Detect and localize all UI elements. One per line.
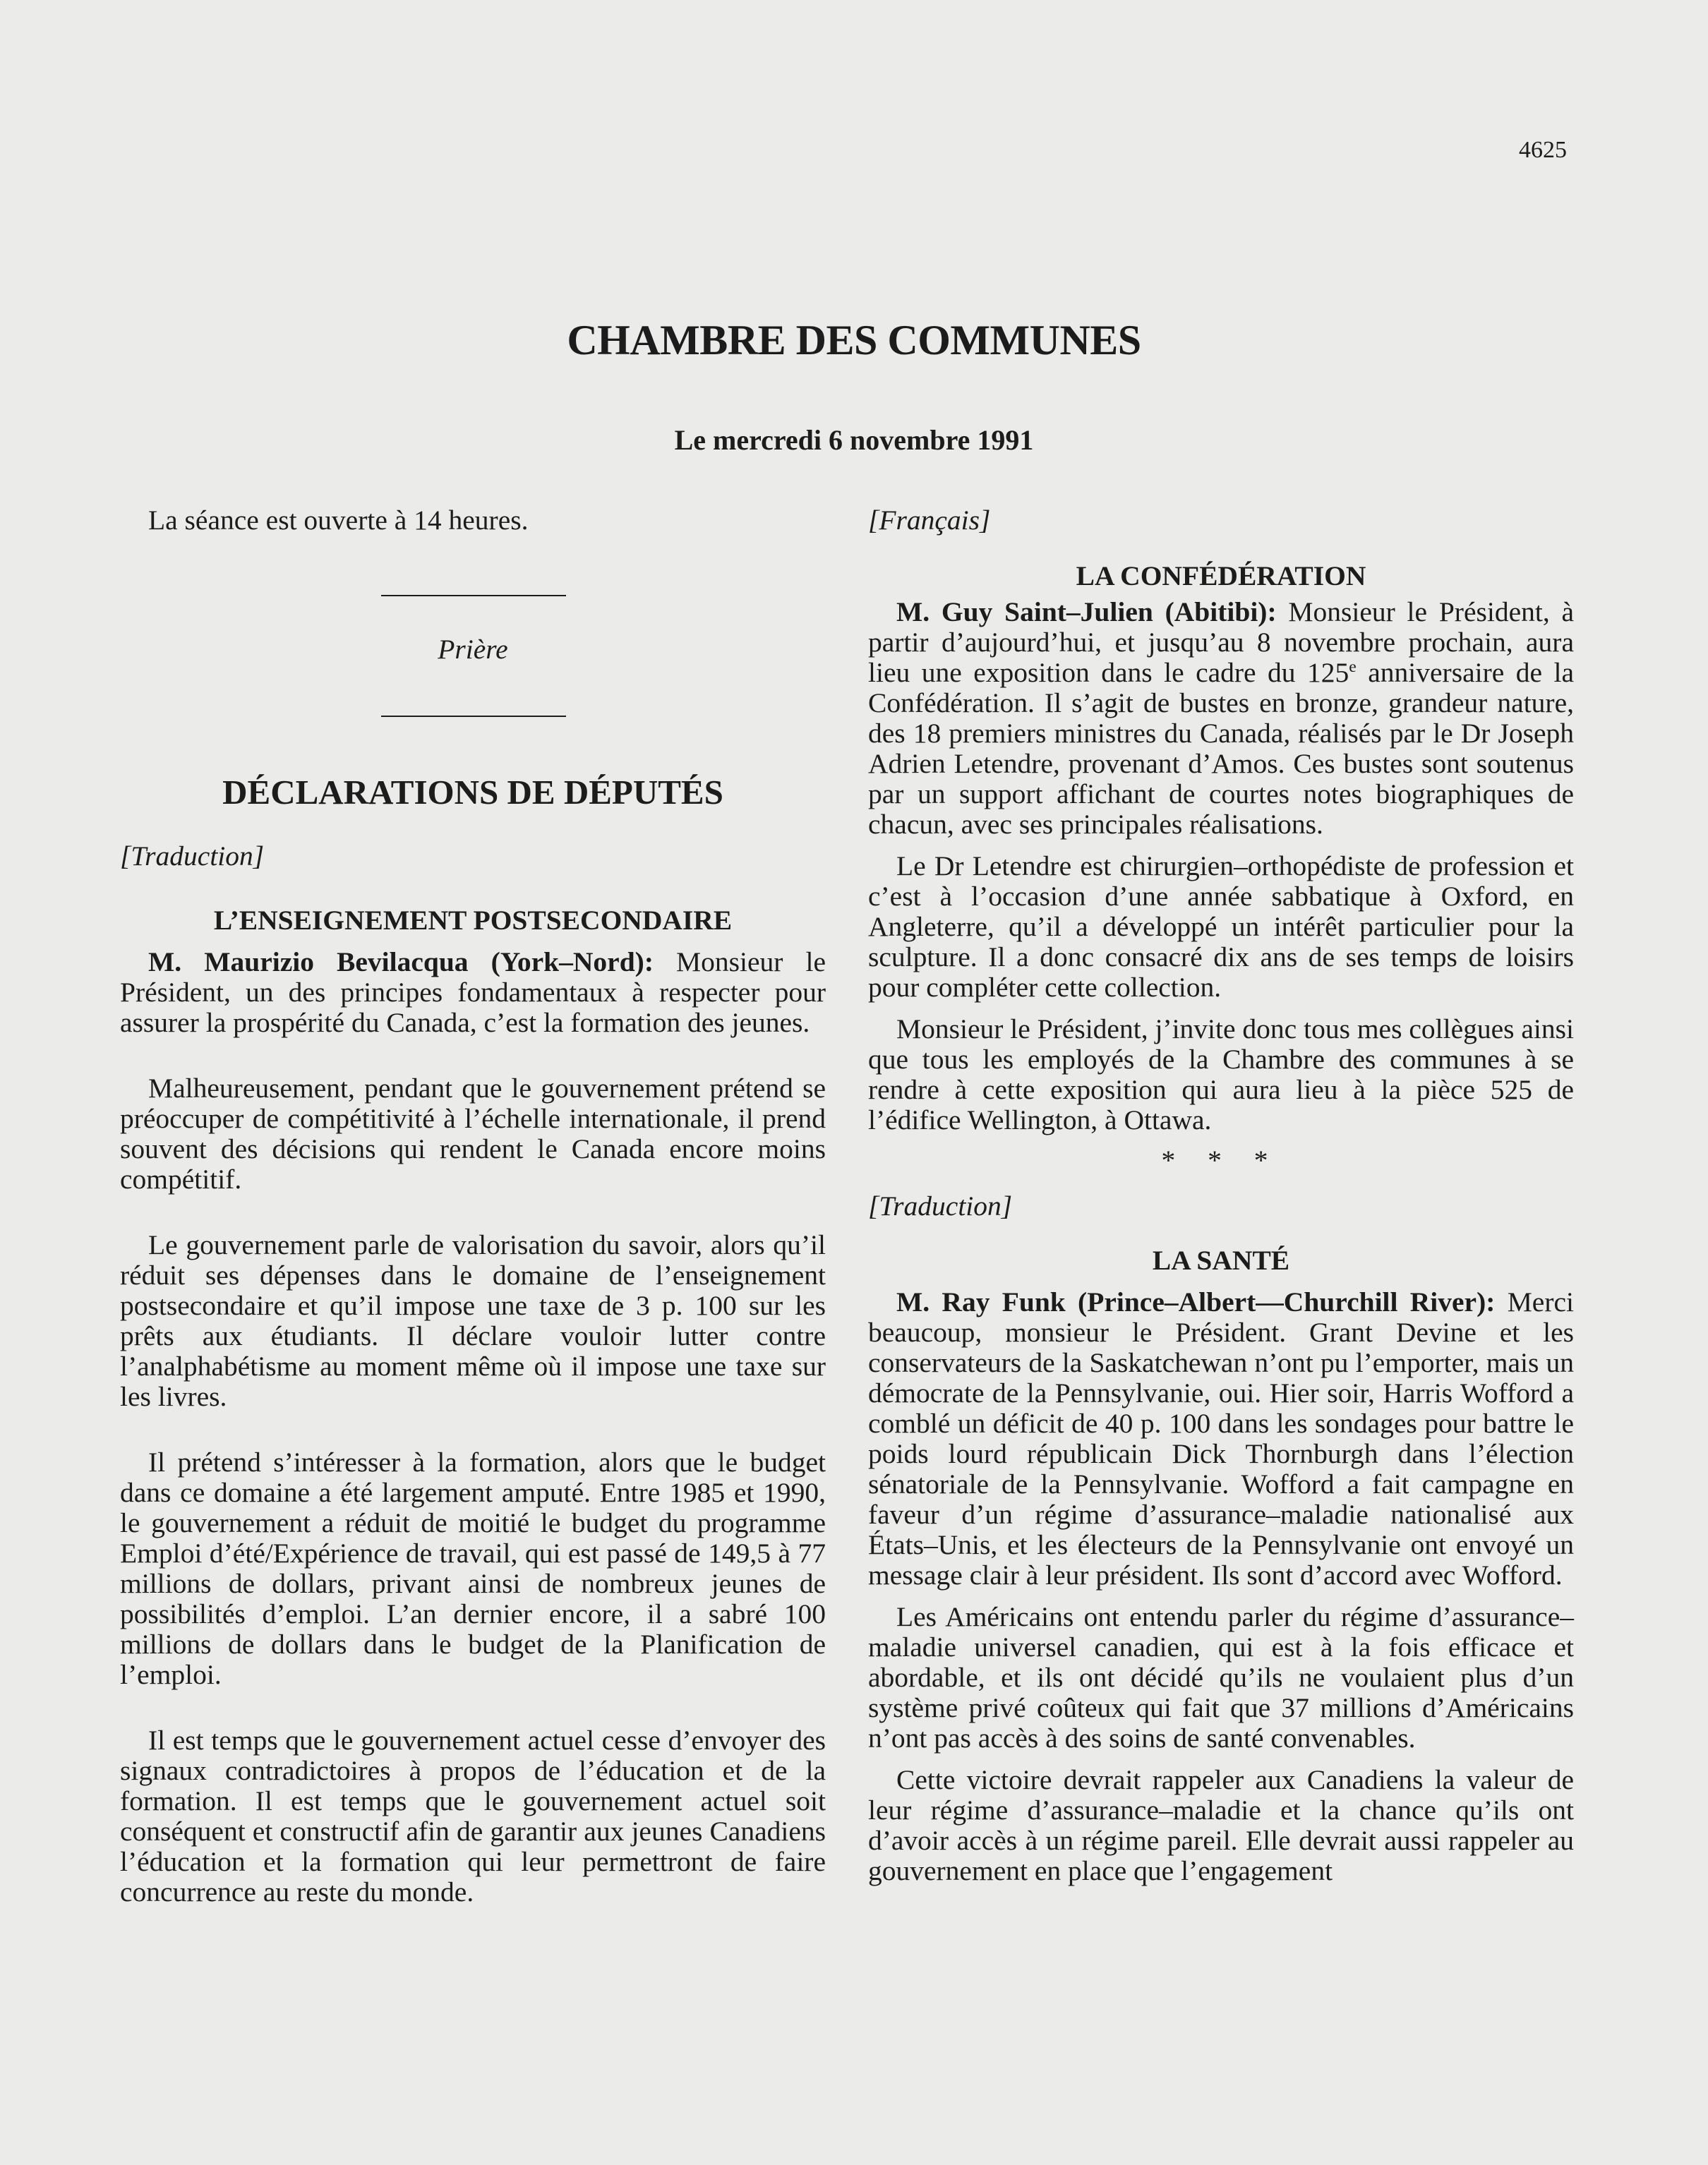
statement-paragraph: M. Ray Funk (Prince–Albert—Churchill River): Merci beaucoup, monsieur le Président. Grant Devine et les conservateurs de la Saskatchewan n’ont pu l’emporter, mais un démocrate de la Pennsylvanie, oui. Hier soir, Harris Wofford a comblé un déficit de 40 p. 100 dans les sondages pour battre le poids lourd républicain Dick Thornburgh dans l’élection sénatoriale de la Pennsylvanie. Wofford a fait campagne en faveur d’un régime d’assurance–maladie nationalisé aux États–Unis, et les électeurs de la Pennsylvanie ont envoyé un message clair à leur président. Ils sont d’accord avec Wofford. (868, 1286, 1575, 1591)
divider-rule (381, 716, 566, 717)
section-separator: * * * (1161, 1145, 1281, 1176)
statement-paragraph: M. Maurizio Bevilacqua (York–Nord): Monsieur le Président, un des principes fondamentaux à respecter pour assurer la prospérité du Canada, c’est la formation des jeunes. (120, 946, 826, 1038)
opening-line: La séance est ouverte à 14 heures. (148, 505, 529, 536)
prayer-label: Prière (438, 634, 508, 665)
statement-paragraph: Il est temps que le gouvernement actuel cesse d’envoyer des signaux contradictoires à propos de l’éducation et de la formation. Il est temps que le gouvernement actuel soit conséquent et constructif afin de garantir aux jeunes Canadiens l’éducation et la formation qui leur permettront de faire concurrence au reste du monde. (120, 1725, 826, 1907)
statement-paragraph: Les Américains ont entendu parler du régime d’assurance–maladie universel canadien, qui est à la fois efficace et abordable, et ils ont décidé qu’ils ne voulaient plus d’un système privé coûteux qui fait que 37 millions d’Américains n’ont pas accès à des soins de santé convenables. (868, 1601, 1574, 1754)
sitting-date: Le mercredi 6 novembre 1991 (674, 424, 1034, 456)
statement-paragraph: M. Guy Saint–Julien (Abitibi): Monsieur le Président, à partir d’aujourd’hui, et jusqu’au 8 novembre prochain, aura lieu une exposition dans le cadre du 125e anniversaire de la Confédération. Il s’agit de bustes en bronze, grandeur nature, des 18 premiers ministres du Canada, réalisés par le Dr Joseph Adrien Letendre, provenant d’Amos. Ces bustes sont soutenus par un support affichant de courtes notes biographiques de chacun, avec ses principales réalisations. (868, 596, 1574, 840)
statement-paragraph: Malheureusement, pendant que le gouvernement prétend se préoccuper de compétitivité à l’échelle internationale, il prend souvent des décisions qui rendent le Canada encore moins compétitif. (120, 1073, 826, 1195)
section-title: DÉCLARATIONS DE DÉPUTÉS (222, 773, 723, 812)
page-number: 4625 (1519, 137, 1567, 163)
statement-heading: L’ENSEIGNEMENT POSTSECONDAIRE (213, 905, 733, 936)
statement-heading: LA SANTÉ (1152, 1245, 1290, 1276)
language-tag: [Traduction] (120, 840, 265, 872)
page-title: CHAMBRE DES COMMUNES (567, 317, 1141, 363)
left-column (120, 505, 826, 1907)
statement-heading: LA CONFÉDÉRATION (1076, 560, 1366, 591)
statement-paragraph: Cette victoire devrait rappeler aux Canadiens la valeur de leur régime d’assurance–maladie et la chance qu’ils ont d’avoir accès à un régime pareil. Elle devrait aussi rappeler au gouvernement en place que l’engagement (868, 1764, 1574, 1886)
statement-paragraph: Le gouvernement parle de valorisation du savoir, alors qu’il réduit ses dépenses dans le domaine de l’enseignement postsecondaire et qu’il impose une taxe de 3 p. 100 sur les prêts aux étudiants. Il déclare vouloir lutter contre l’analphabétisme au moment même où il impose une taxe sur les livres. (120, 1229, 826, 1412)
statement-paragraph: Monsieur le Président, j’invite donc tous mes collègues ainsi que tous les employés de la Chambre des communes à se rendre à cette exposition qui aura lieu à la pièce 525 de l’édifice Wellington, à Ottawa. (868, 1013, 1574, 1135)
right-column (868, 505, 1574, 1886)
statement-paragraph: Le Dr Letendre est chirurgien–orthopédiste de profession et c’est à l’occasion d’une année sabbatique à Oxford, en Angleterre, qu’il a développé un intérêt particulier pour la sculpture. Il a donc consacré dix ans de ses temps de loisirs pour compléter cette collection. (868, 850, 1574, 1003)
statement-paragraph: Il prétend s’intéresser à la formation, alors que le budget dans ce domaine a été largement amputé. Entre 1985 et 1990, le gouvernement a réduit de moitié le budget du programme Emploi d’été/Expérience de travail, qui est passé de 149,5 à 77 millions de dollars, privant ainsi de nombreux jeunes de possibilités d’emploi. L’an dernier encore, il a sabré 100 millions de dollars dans le budget de la Planification de l’emploi. (120, 1447, 826, 1690)
speaker-name: M. Maurizio Bevilacqua (York–Nord): (148, 946, 654, 977)
speaker-name: M. Ray Funk (Prince–Albert—Churchill River): (896, 1286, 1496, 1317)
divider-rule (381, 595, 566, 596)
speaker-name: M. Guy Saint–Julien (Abitibi): (896, 596, 1277, 627)
language-tag: [Traduction] (868, 1190, 1013, 1222)
language-tag: [Français] (868, 505, 991, 536)
